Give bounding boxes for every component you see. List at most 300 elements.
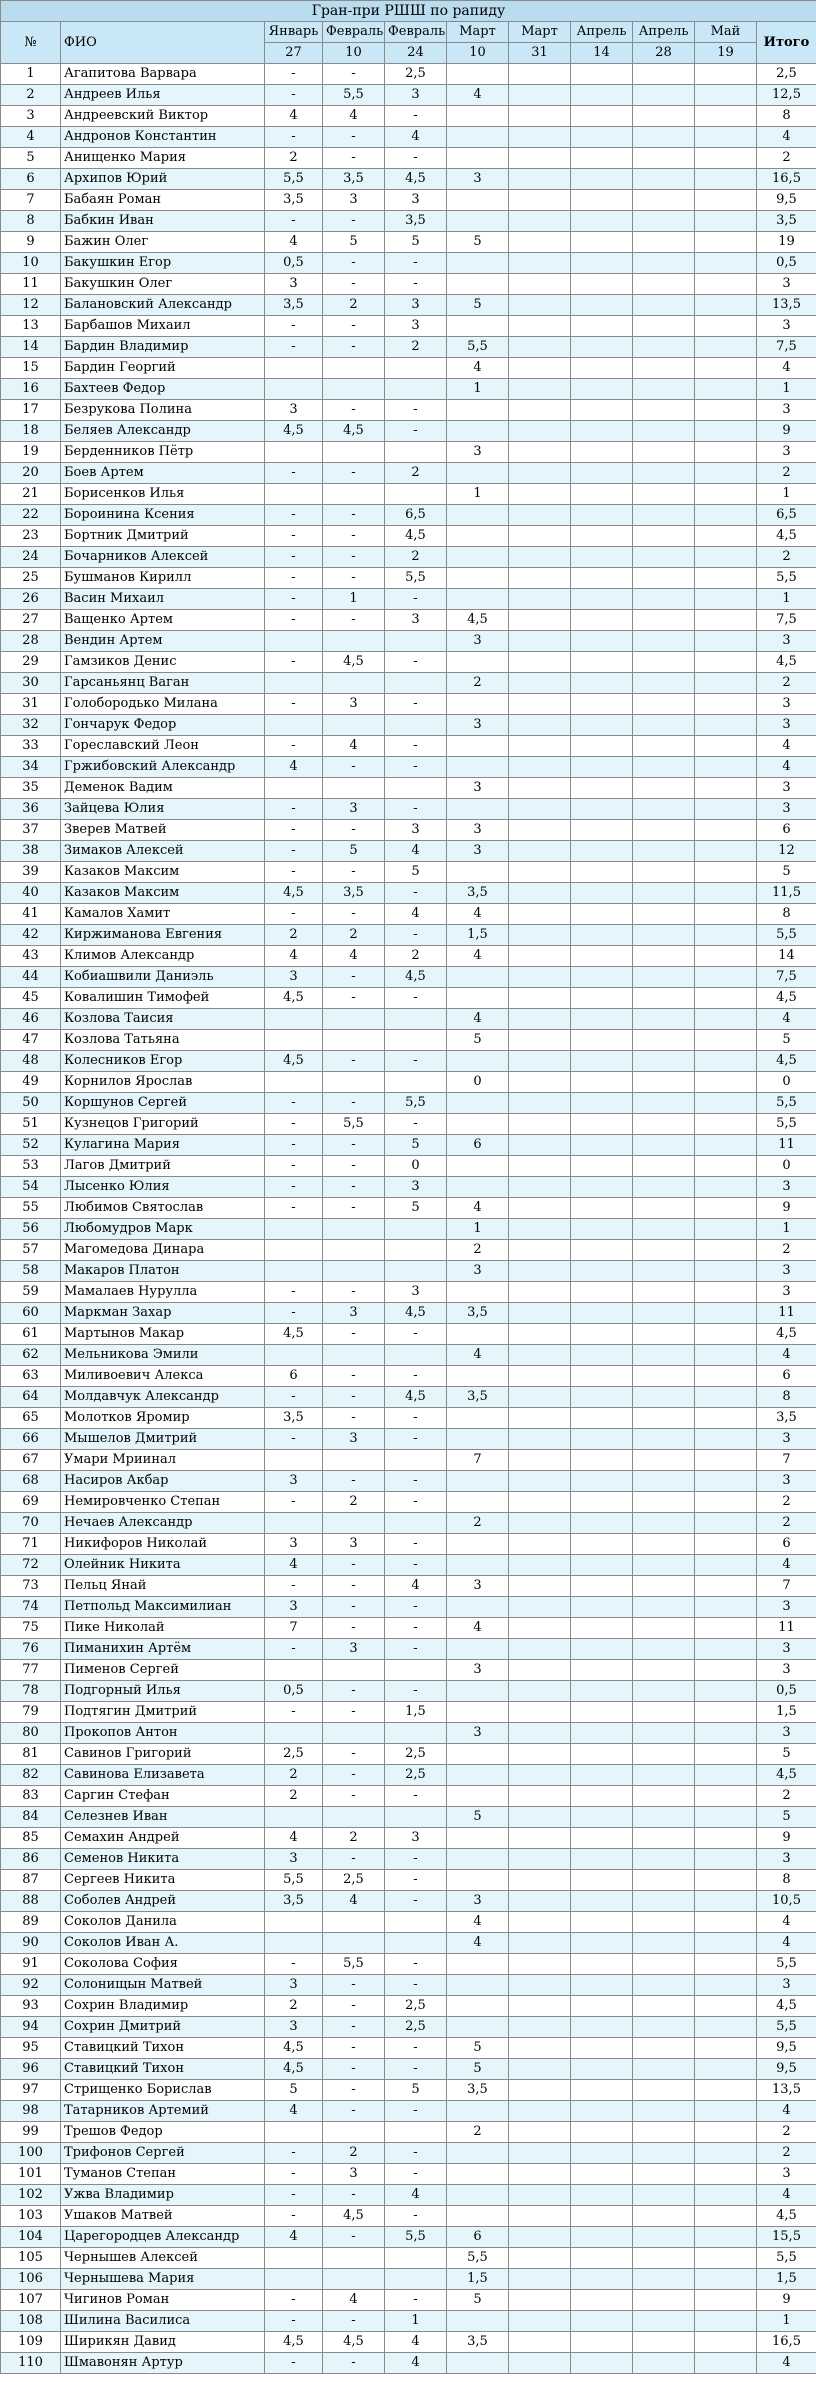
cell-total: 4 bbox=[757, 358, 816, 379]
table-row bbox=[1, 1870, 816, 1891]
cell-score bbox=[633, 694, 695, 715]
cell-score: - bbox=[385, 1954, 447, 1975]
cell-score bbox=[509, 442, 571, 463]
table-row bbox=[1, 442, 816, 463]
cell-score: 7 bbox=[265, 1618, 323, 1639]
cell-score bbox=[633, 1597, 695, 1618]
cell-score bbox=[571, 1597, 633, 1618]
cell-name: Чернышев Алексей bbox=[61, 2248, 265, 2269]
table-row bbox=[1, 1135, 816, 1156]
cell-score bbox=[385, 1345, 447, 1366]
cell-total: 3,5 bbox=[757, 1408, 816, 1429]
cell-score bbox=[447, 652, 509, 673]
table-row bbox=[1, 2122, 816, 2143]
cell-score: - bbox=[323, 316, 385, 337]
cell-name: Мамалаев Нурулла bbox=[61, 1282, 265, 1303]
cell-score: 2 bbox=[385, 463, 447, 484]
cell-score: 1 bbox=[385, 2311, 447, 2332]
table-row bbox=[1, 988, 816, 1009]
cell-number: 47 bbox=[1, 1030, 61, 1051]
cell-number: 65 bbox=[1, 1408, 61, 1429]
table-row bbox=[1, 1996, 816, 2017]
cell-name: Сохрин Дмитрий bbox=[61, 2017, 265, 2038]
cell-total: 9 bbox=[757, 421, 816, 442]
cell-total: 3 bbox=[757, 1177, 816, 1198]
table-row bbox=[1, 1639, 816, 1660]
cell-score: 7 bbox=[447, 1450, 509, 1471]
cell-score bbox=[509, 1471, 571, 1492]
cell-score bbox=[571, 1618, 633, 1639]
cell-score bbox=[695, 1450, 757, 1471]
cell-score bbox=[571, 1303, 633, 1324]
table-row bbox=[1, 2227, 816, 2248]
cell-score: - bbox=[385, 1786, 447, 1807]
cell-number: 82 bbox=[1, 1765, 61, 1786]
cell-total: 13,5 bbox=[757, 295, 816, 316]
cell-number: 53 bbox=[1, 1156, 61, 1177]
cell-number: 33 bbox=[1, 736, 61, 757]
cell-score bbox=[695, 1135, 757, 1156]
cell-name: Климов Александр bbox=[61, 946, 265, 967]
cell-name: Андреевский Виктор bbox=[61, 106, 265, 127]
cell-score bbox=[633, 820, 695, 841]
cell-score bbox=[633, 400, 695, 421]
cell-score bbox=[447, 1408, 509, 1429]
cell-total: 7 bbox=[757, 1576, 816, 1597]
table-row bbox=[1, 127, 816, 148]
cell-score bbox=[695, 1072, 757, 1093]
cell-score: 4,5 bbox=[447, 610, 509, 631]
cell-score: 4 bbox=[323, 106, 385, 127]
cell-number: 16 bbox=[1, 379, 61, 400]
cell-score bbox=[571, 568, 633, 589]
cell-score: 3,5 bbox=[265, 1891, 323, 1912]
cell-score bbox=[509, 1807, 571, 1828]
cell-total: 4 bbox=[757, 1912, 816, 1933]
cell-number: 10 bbox=[1, 253, 61, 274]
cell-total: 3 bbox=[757, 316, 816, 337]
col-header-month: Февраль bbox=[385, 22, 447, 43]
col-header-day: 31 bbox=[509, 43, 571, 64]
table-row bbox=[1, 400, 816, 421]
cell-number: 64 bbox=[1, 1387, 61, 1408]
cell-score bbox=[571, 1723, 633, 1744]
cell-total: 3 bbox=[757, 1723, 816, 1744]
cell-score bbox=[633, 883, 695, 904]
cell-score: - bbox=[265, 2143, 323, 2164]
cell-score bbox=[695, 1744, 757, 1765]
table-row bbox=[1, 841, 816, 862]
cell-score bbox=[695, 358, 757, 379]
cell-score bbox=[509, 484, 571, 505]
cell-score bbox=[265, 2122, 323, 2143]
table-row bbox=[1, 316, 816, 337]
cell-number: 41 bbox=[1, 904, 61, 925]
cell-score: - bbox=[323, 1198, 385, 1219]
cell-number: 88 bbox=[1, 1891, 61, 1912]
cell-number: 85 bbox=[1, 1828, 61, 1849]
cell-score bbox=[509, 757, 571, 778]
cell-total: 2 bbox=[757, 673, 816, 694]
cell-total: 16,5 bbox=[757, 2332, 816, 2353]
cell-total: 3,5 bbox=[757, 211, 816, 232]
cell-score bbox=[509, 862, 571, 883]
cell-score bbox=[447, 757, 509, 778]
cell-score bbox=[571, 421, 633, 442]
cell-score bbox=[571, 1219, 633, 1240]
cell-score: - bbox=[385, 1891, 447, 1912]
cell-score: - bbox=[385, 1975, 447, 1996]
table-row bbox=[1, 1345, 816, 1366]
cell-score: - bbox=[265, 694, 323, 715]
cell-score bbox=[509, 568, 571, 589]
cell-score bbox=[265, 1723, 323, 1744]
cell-score bbox=[571, 988, 633, 1009]
cell-number: 26 bbox=[1, 589, 61, 610]
cell-score: 4 bbox=[447, 904, 509, 925]
cell-score bbox=[571, 1786, 633, 1807]
cell-number: 83 bbox=[1, 1786, 61, 1807]
cell-score bbox=[323, 2122, 385, 2143]
cell-score bbox=[509, 1555, 571, 1576]
cell-score bbox=[695, 1114, 757, 1135]
cell-score: - bbox=[385, 106, 447, 127]
cell-score bbox=[447, 736, 509, 757]
cell-score bbox=[509, 1996, 571, 2017]
cell-name: Балановский Александр bbox=[61, 295, 265, 316]
cell-score: 4 bbox=[447, 1198, 509, 1219]
cell-score bbox=[265, 2269, 323, 2290]
cell-score: - bbox=[385, 1639, 447, 1660]
cell-total: 19 bbox=[757, 232, 816, 253]
cell-number: 37 bbox=[1, 820, 61, 841]
cell-score bbox=[509, 1177, 571, 1198]
cell-total: 8 bbox=[757, 904, 816, 925]
cell-score: - bbox=[265, 1954, 323, 1975]
cell-number: 52 bbox=[1, 1135, 61, 1156]
cell-total: 1 bbox=[757, 2311, 816, 2332]
cell-score: 3 bbox=[323, 1429, 385, 1450]
cell-score bbox=[447, 1702, 509, 1723]
cell-score: - bbox=[265, 799, 323, 820]
cell-score: - bbox=[323, 967, 385, 988]
cell-score bbox=[695, 589, 757, 610]
cell-score: - bbox=[385, 1555, 447, 1576]
cell-score bbox=[509, 2059, 571, 2080]
cell-score bbox=[571, 1429, 633, 1450]
cell-name: Молдавчук Александр bbox=[61, 1387, 265, 1408]
cell-score: - bbox=[323, 2059, 385, 2080]
table-row bbox=[1, 85, 816, 106]
cell-name: Кузнецов Григорий bbox=[61, 1114, 265, 1135]
cell-score bbox=[633, 316, 695, 337]
cell-score bbox=[571, 2332, 633, 2353]
cell-score: 4 bbox=[323, 2290, 385, 2311]
cell-score: 4,5 bbox=[265, 421, 323, 442]
cell-score bbox=[509, 1639, 571, 1660]
cell-name: Прокопов Антон bbox=[61, 1723, 265, 1744]
cell-name: Соколов Данила bbox=[61, 1912, 265, 1933]
cell-name: Бажин Олег bbox=[61, 232, 265, 253]
cell-score bbox=[695, 1891, 757, 1912]
cell-total: 11,5 bbox=[757, 883, 816, 904]
cell-score: 4 bbox=[265, 232, 323, 253]
cell-score bbox=[509, 2332, 571, 2353]
cell-number: 2 bbox=[1, 85, 61, 106]
cell-score bbox=[633, 1912, 695, 1933]
cell-score bbox=[265, 1030, 323, 1051]
cell-score bbox=[571, 1282, 633, 1303]
cell-score: - bbox=[385, 1597, 447, 1618]
cell-score: 2,5 bbox=[265, 1744, 323, 1765]
cell-total: 14 bbox=[757, 946, 816, 967]
cell-score bbox=[695, 1051, 757, 1072]
cell-score bbox=[695, 757, 757, 778]
cell-total: 3 bbox=[757, 400, 816, 421]
cell-score: 1,5 bbox=[447, 925, 509, 946]
table-row bbox=[1, 2185, 816, 2206]
cell-score: - bbox=[265, 1282, 323, 1303]
cell-number: 51 bbox=[1, 1114, 61, 1135]
cell-score: - bbox=[385, 274, 447, 295]
cell-score: 3,5 bbox=[447, 883, 509, 904]
cell-score: 3 bbox=[265, 1471, 323, 1492]
cell-score bbox=[695, 547, 757, 568]
cell-score bbox=[633, 2206, 695, 2227]
cell-score bbox=[633, 2059, 695, 2080]
cell-score: - bbox=[265, 127, 323, 148]
cell-total: 2 bbox=[757, 2143, 816, 2164]
cell-score bbox=[633, 568, 695, 589]
cell-score: - bbox=[385, 1534, 447, 1555]
col-header-number: № bbox=[1, 22, 61, 64]
cell-total: 1,5 bbox=[757, 2269, 816, 2290]
cell-score: - bbox=[323, 1366, 385, 1387]
cell-name: Архипов Юрий bbox=[61, 169, 265, 190]
cell-score bbox=[571, 1849, 633, 1870]
cell-score: 5,5 bbox=[385, 2227, 447, 2248]
cell-score bbox=[509, 1156, 571, 1177]
cell-score bbox=[571, 169, 633, 190]
cell-number: 63 bbox=[1, 1366, 61, 1387]
cell-score bbox=[447, 862, 509, 883]
table-row bbox=[1, 106, 816, 127]
cell-total: 2 bbox=[757, 463, 816, 484]
cell-score: 4,5 bbox=[265, 2332, 323, 2353]
table-row bbox=[1, 295, 816, 316]
cell-name: Анищенко Мария bbox=[61, 148, 265, 169]
cell-score bbox=[695, 505, 757, 526]
cell-name: Шилина Василиса bbox=[61, 2311, 265, 2332]
cell-score bbox=[633, 1198, 695, 1219]
cell-score bbox=[509, 967, 571, 988]
cell-name: Барбашов Михаил bbox=[61, 316, 265, 337]
cell-score bbox=[695, 1261, 757, 1282]
col-header-day: 14 bbox=[571, 43, 633, 64]
cell-name: Гржибовский Александр bbox=[61, 757, 265, 778]
cell-score bbox=[509, 2080, 571, 2101]
cell-score bbox=[633, 715, 695, 736]
cell-score bbox=[695, 379, 757, 400]
cell-score: - bbox=[385, 1324, 447, 1345]
cell-score bbox=[695, 484, 757, 505]
cell-number: 71 bbox=[1, 1534, 61, 1555]
cell-total: 1 bbox=[757, 1219, 816, 1240]
cell-score bbox=[571, 1093, 633, 1114]
cell-score: 5,5 bbox=[265, 1870, 323, 1891]
cell-score: 2 bbox=[447, 673, 509, 694]
cell-score bbox=[695, 2227, 757, 2248]
cell-score: 4 bbox=[385, 2353, 447, 2374]
cell-score: - bbox=[265, 1639, 323, 1660]
cell-score: 5,5 bbox=[385, 568, 447, 589]
cell-score bbox=[509, 1366, 571, 1387]
cell-score: 2,5 bbox=[385, 1996, 447, 2017]
cell-total: 4 bbox=[757, 1345, 816, 1366]
cell-score bbox=[385, 1660, 447, 1681]
cell-number: 55 bbox=[1, 1198, 61, 1219]
cell-score bbox=[385, 1912, 447, 1933]
cell-score bbox=[571, 673, 633, 694]
cell-score bbox=[633, 1702, 695, 1723]
cell-score bbox=[323, 1030, 385, 1051]
cell-score bbox=[695, 253, 757, 274]
cell-score: - bbox=[265, 211, 323, 232]
cell-score: 3 bbox=[323, 2164, 385, 2185]
cell-name: Трифонов Сергей bbox=[61, 2143, 265, 2164]
cell-score bbox=[695, 106, 757, 127]
col-header-month: Март bbox=[509, 22, 571, 43]
cell-number: 102 bbox=[1, 2185, 61, 2206]
cell-score: 4 bbox=[447, 1009, 509, 1030]
cell-total: 1 bbox=[757, 589, 816, 610]
cell-score bbox=[633, 2311, 695, 2332]
cell-score: - bbox=[265, 904, 323, 925]
cell-score bbox=[633, 2080, 695, 2101]
cell-score bbox=[695, 1723, 757, 1744]
cell-name: Бабкин Иван bbox=[61, 211, 265, 232]
cell-score: - bbox=[265, 1429, 323, 1450]
cell-score bbox=[385, 2269, 447, 2290]
cell-score bbox=[695, 1660, 757, 1681]
cell-score: 3,5 bbox=[323, 169, 385, 190]
cell-score bbox=[571, 1072, 633, 1093]
cell-number: 58 bbox=[1, 1261, 61, 1282]
cell-score bbox=[447, 2143, 509, 2164]
cell-score bbox=[265, 1450, 323, 1471]
cell-name: Казаков Максим bbox=[61, 883, 265, 904]
cell-score bbox=[571, 2311, 633, 2332]
cell-score: 3 bbox=[323, 190, 385, 211]
table-row bbox=[1, 1702, 816, 1723]
cell-score bbox=[265, 1660, 323, 1681]
cell-score bbox=[323, 1660, 385, 1681]
cell-score bbox=[695, 2017, 757, 2038]
cell-name: Умари Мриинал bbox=[61, 1450, 265, 1471]
cell-score bbox=[633, 64, 695, 85]
cell-score: - bbox=[323, 1387, 385, 1408]
cell-number: 100 bbox=[1, 2143, 61, 2164]
cell-total: 3 bbox=[757, 1975, 816, 1996]
cell-score bbox=[509, 1954, 571, 1975]
cell-score bbox=[633, 1828, 695, 1849]
cell-score bbox=[447, 526, 509, 547]
cell-total: 3 bbox=[757, 274, 816, 295]
cell-score bbox=[695, 1030, 757, 1051]
cell-total: 5,5 bbox=[757, 925, 816, 946]
cell-score bbox=[633, 1303, 695, 1324]
cell-score bbox=[509, 1828, 571, 1849]
cell-name: Андронов Константин bbox=[61, 127, 265, 148]
cell-total: 12 bbox=[757, 841, 816, 862]
cell-score bbox=[571, 1828, 633, 1849]
cell-number: 59 bbox=[1, 1282, 61, 1303]
cell-total: 0 bbox=[757, 1156, 816, 1177]
cell-score bbox=[571, 1681, 633, 1702]
cell-score: 4 bbox=[323, 736, 385, 757]
cell-score: 4 bbox=[385, 2185, 447, 2206]
cell-number: 49 bbox=[1, 1072, 61, 1093]
cell-score bbox=[571, 1114, 633, 1135]
cell-name: Ставицкий Тихон bbox=[61, 2059, 265, 2080]
cell-score: 3,5 bbox=[447, 1387, 509, 1408]
cell-score bbox=[633, 757, 695, 778]
cell-score: - bbox=[265, 2353, 323, 2374]
table-row bbox=[1, 967, 816, 988]
cell-score bbox=[509, 1660, 571, 1681]
cell-score bbox=[695, 1681, 757, 1702]
cell-score bbox=[447, 1639, 509, 1660]
cell-score: 6,5 bbox=[385, 505, 447, 526]
cell-name: Козлова Татьяна bbox=[61, 1030, 265, 1051]
cell-score: - bbox=[385, 1492, 447, 1513]
cell-score bbox=[571, 1954, 633, 1975]
table-row bbox=[1, 946, 816, 967]
cell-score bbox=[571, 610, 633, 631]
cell-number: 27 bbox=[1, 610, 61, 631]
cell-score: 3 bbox=[385, 610, 447, 631]
cell-name: Стрищенко Борислав bbox=[61, 2080, 265, 2101]
cell-name: Деменок Вадим bbox=[61, 778, 265, 799]
cell-score bbox=[695, 295, 757, 316]
cell-score bbox=[447, 1177, 509, 1198]
cell-number: 56 bbox=[1, 1219, 61, 1240]
cell-score: 2 bbox=[447, 1513, 509, 1534]
cell-score: - bbox=[385, 1681, 447, 1702]
cell-name: Соколов Иван А. bbox=[61, 1933, 265, 1954]
cell-score bbox=[571, 1555, 633, 1576]
cell-name: Нечаев Александр bbox=[61, 1513, 265, 1534]
cell-score bbox=[695, 1996, 757, 2017]
cell-score bbox=[633, 2038, 695, 2059]
cell-score: 3 bbox=[447, 778, 509, 799]
cell-score: 4 bbox=[265, 757, 323, 778]
cell-score bbox=[695, 883, 757, 904]
cell-score bbox=[633, 1387, 695, 1408]
cell-score: - bbox=[385, 1618, 447, 1639]
cell-score: - bbox=[385, 400, 447, 421]
cell-score bbox=[447, 1534, 509, 1555]
cell-score bbox=[509, 2122, 571, 2143]
cell-score bbox=[509, 589, 571, 610]
cell-total: 2,5 bbox=[757, 64, 816, 85]
cell-score bbox=[509, 2290, 571, 2311]
cell-score: - bbox=[265, 589, 323, 610]
cell-score bbox=[265, 673, 323, 694]
cell-score: 3,5 bbox=[265, 190, 323, 211]
cell-number: 5 bbox=[1, 148, 61, 169]
cell-score: 4 bbox=[447, 85, 509, 106]
